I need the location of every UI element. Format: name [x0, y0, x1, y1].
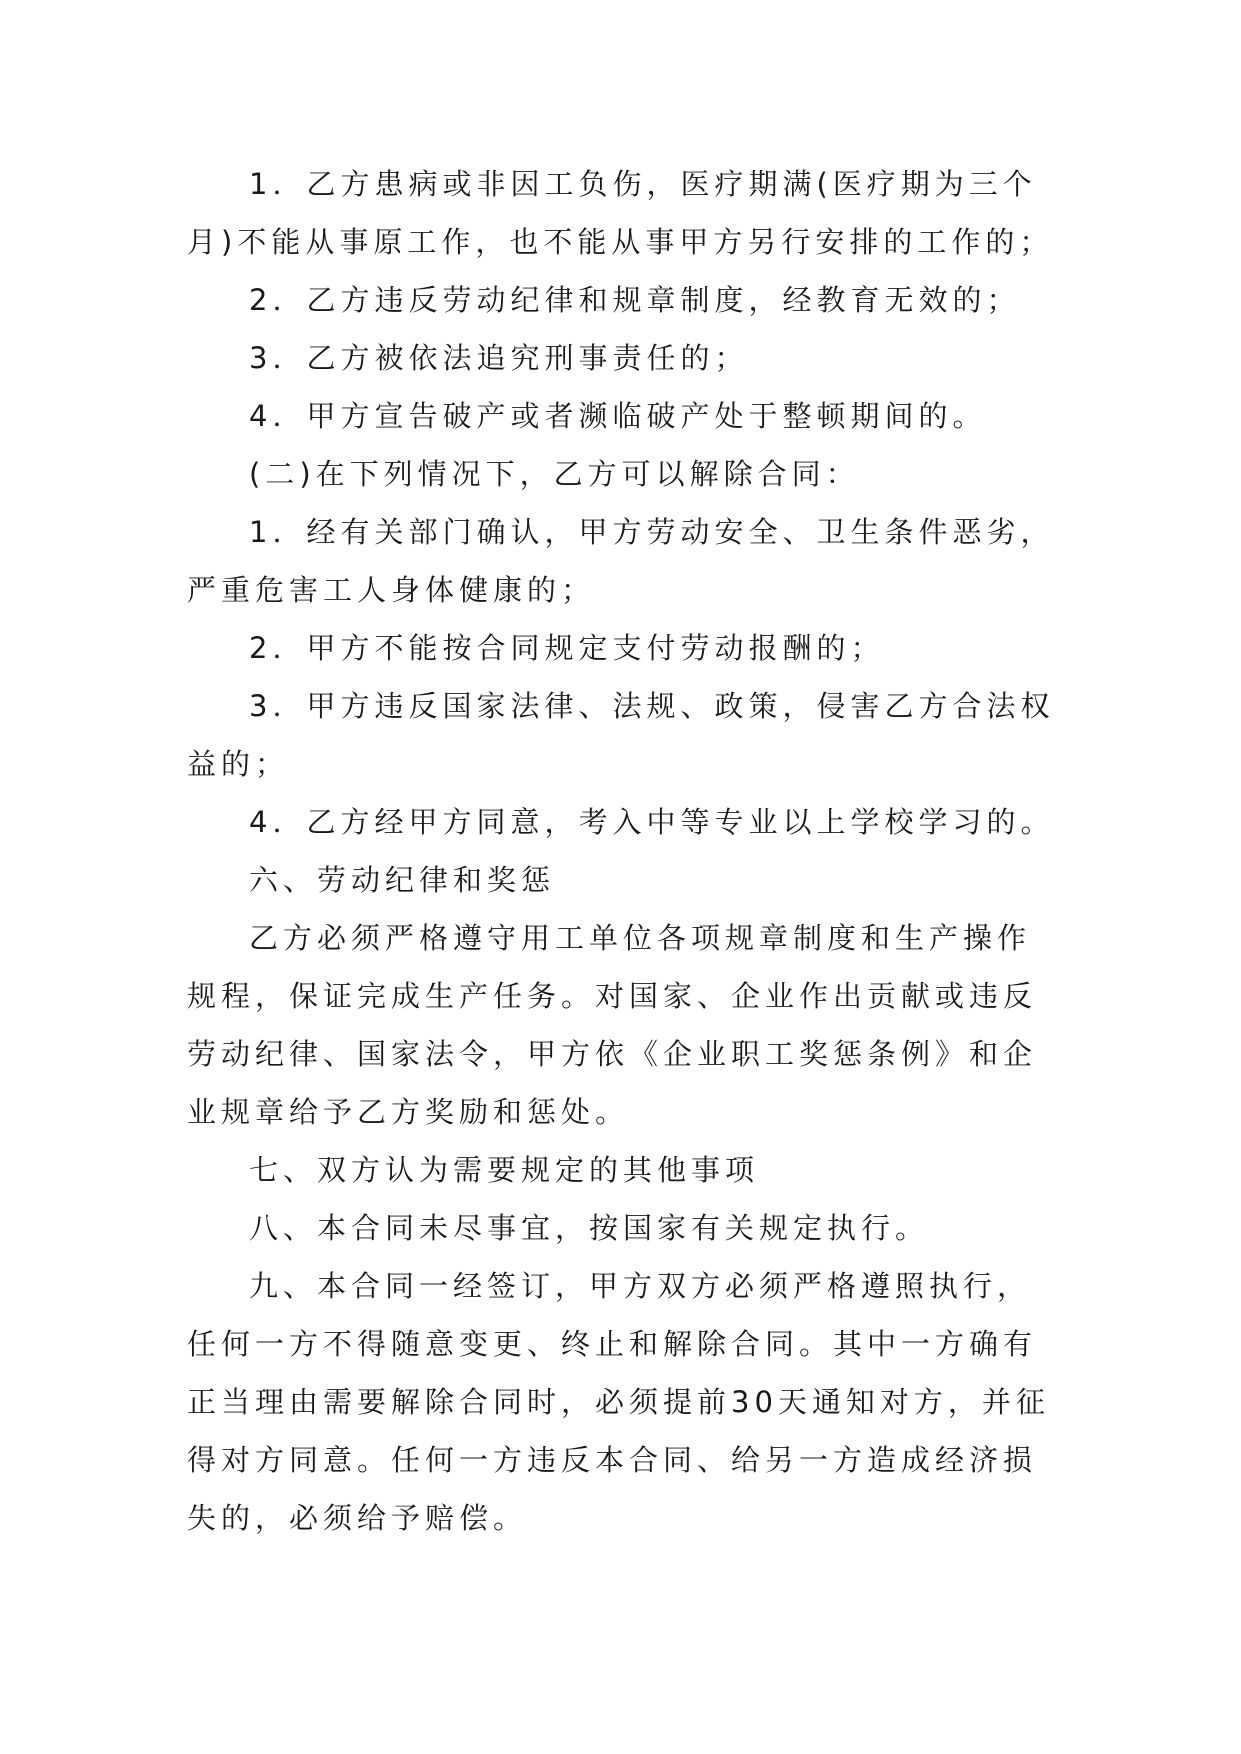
section-eight-body: 八、本合同未尽事宜，按国家有关规定执行。	[249, 1211, 930, 1245]
clause-1-unsafe-conditions: 1．经有关部门确认，甲方劳动安全、卫生条件恶劣，严重危害工人身体健康的；	[187, 515, 1055, 607]
clause-4-further-study: 4．乙方经甲方同意，考入中等专业以上学校学习的。	[249, 805, 1055, 839]
clause-4-bankruptcy: 4．甲方宣告破产或者濒临破产处于整顿期间的。	[249, 399, 987, 433]
section-nine-body: 九、本合同一经签订，甲方双方必须严格遵照执行，任何一方不得随意变更、终止和解除合同。其中一方确有正当理由需要解除合同时，必须提前30天通知对方，并征得对方同意。任何一方违反本合同、给另一方造成经济损失的，必须给予赔偿。	[187, 1269, 1050, 1535]
clause-2-unpaid-wages: 2．甲方不能按合同规定支付劳动报酬的；	[249, 631, 885, 665]
clause-2-discipline-violation: 2．乙方违反劳动纪律和规章制度，经教育无效的；	[249, 283, 1021, 317]
clause-1-illness-termination: 1．乙方患病或非因工负伤，医疗期满(医疗期为三个月)不能从事原工作，也不能从事甲方另行安排的工作的；	[187, 167, 1054, 259]
section-employee-termination-heading: (二)在下列情况下，乙方可以解除合同：	[249, 457, 860, 491]
section-six-heading: 六、劳动纪律和奖惩	[249, 863, 556, 897]
clause-3-legal-violation: 3．甲方违反国家法律、法规、政策，侵害乙方合法权益的；	[187, 689, 1055, 781]
section-six-body: 乙方必须严格遵守用工单位各项规章制度和生产操作规程，保证完成生产任务。对国家、企业作出贡献或违反劳动纪律、国家法令，甲方依《企业职工奖惩条例》和企业规章给予乙方奖励和惩处。	[187, 921, 1038, 1129]
clause-3-criminal-liability: 3．乙方被依法追究刑事责任的；	[249, 341, 749, 375]
document-body	[187, 155, 1057, 1547]
section-seven-heading: 七、双方认为需要规定的其他事项	[249, 1153, 760, 1187]
